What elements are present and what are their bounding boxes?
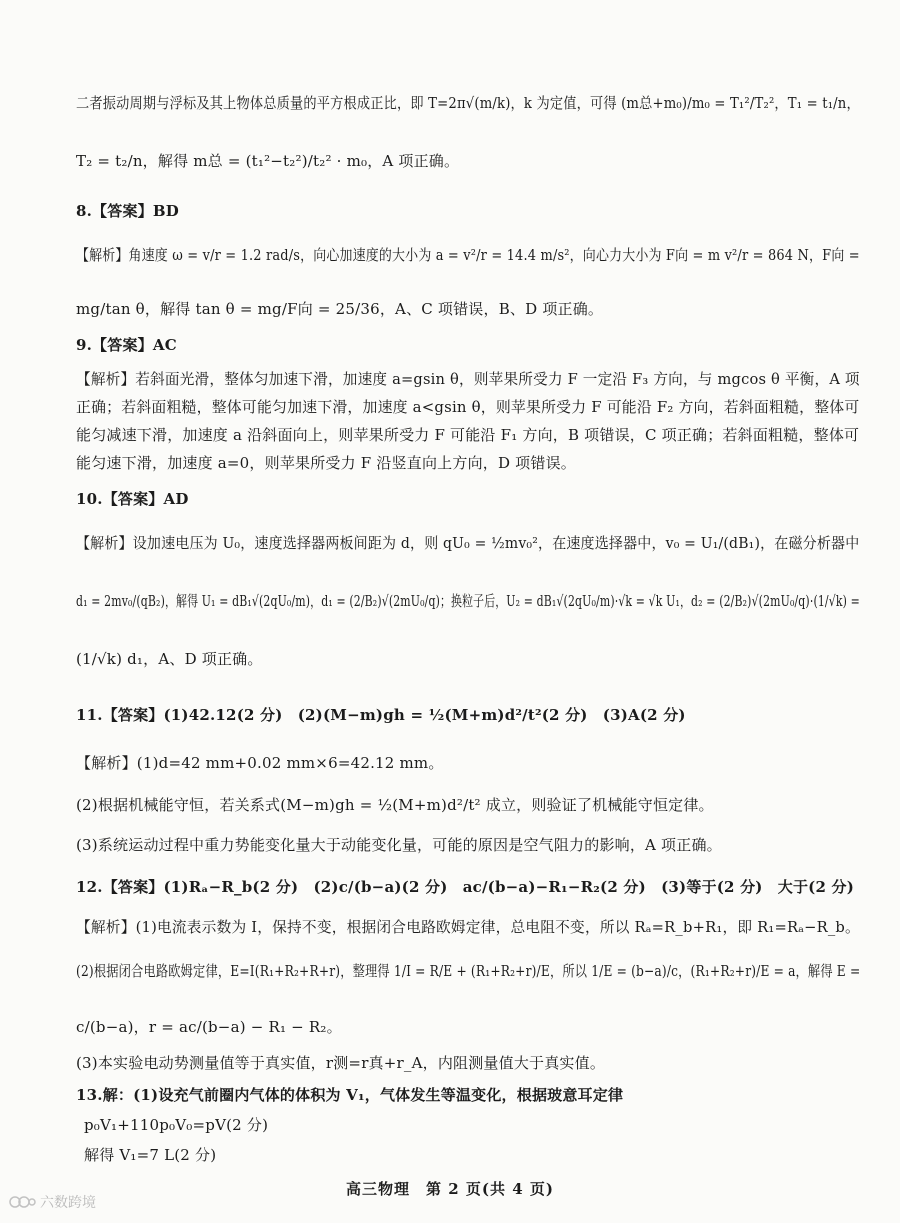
text-line: (2)根据机械能守恒，若关系式(M−m)gh = ½(M+m)d²/t² 成立，则验证了机械能守恒定律。: [76, 796, 714, 814]
text-line: 能匀减速下滑，加速度 a 沿斜面向上，则苹果所受力 F 可能沿 F₁ 方向，B 项错误，C 项正确；若斜面粗糙，整体可: [76, 426, 860, 444]
text-line: (3)本实验电动势测量值等于真实值，r测=r真+r_A，内阻测量值大于真实值。: [76, 1054, 606, 1072]
text-line: 正确；若斜面粗糙，整体可能匀加速下滑，加速度 a<gsin θ，则苹果所受力 F 可能沿 F₂ 方向，若斜面粗糙，整体可: [76, 398, 860, 416]
answer-heading-12: 12.【答案】(1)Rₐ−R_b(2 分) (2)c/(b−a)(2 分) ac/(b−a)−R₁−R₂(2 分) (3)等于(2 分) 大于(2 分): [76, 878, 855, 896]
text-line: d₁ = 2mv₀/(qB₂)，解得 U₁ = dB₁√(2qU₀/m)，d₁ = (2/B₂)√(2mU₀/q)；换粒子后，U₂ = dB₁√(2qU₀/m)·√k = √k U₁，d₂ = (2/B₂)√(2mU₀/q)·(1/√k) =: [76, 592, 860, 610]
text-line: c/(b−a)，r = ac/(b−a) − R₁ − R₂。: [76, 1018, 342, 1036]
answer-heading-9: 9.【答案】AC: [76, 336, 177, 354]
text-line: 【解析】(1)电流表示数为 I，保持不变，根据闭合电路欧姆定律，总电阻不变，所以 Rₐ=R_b+R₁，即 R₁=Rₐ−R_b。: [76, 918, 860, 936]
answer-heading-13: 13.解：(1)设充气前圈内气体的体积为 V₁，气体发生等温变化，根据玻意耳定律: [76, 1086, 624, 1104]
text-line: (1/√k) d₁，A、D 项正确。: [76, 650, 263, 668]
text-line: 能匀速下滑，加速度 a=0，则苹果所受力 F 沿竖直向上方向，D 项错误。: [76, 454, 576, 472]
text-line: 【解析】设加速电压为 U₀，速度选择器两板间距为 d，则 qU₀ = ½mv₀²，在速度选择器中，v₀ = U₁/(dB₁)，在磁分析器中: [76, 534, 860, 552]
text-line: mg/tan θ，解得 tan θ = mg/F向 = 25/36，A、C 项错误，B、D 项正确。: [76, 300, 604, 318]
text-line: (2)根据闭合电路欧姆定律，E=I(R₁+R₂+R+r)，整理得 1/I = R/E + (R₁+R₂+r)/E，所以 1/E = (b−a)/c，(R₁+R₂+r)/E = a，解得 E =: [76, 962, 861, 980]
text-line: 二者振动周期与浮标及其上物体总质量的平方根成正比，即 T=2π√(m/k)，k 为定值，可得 (m总+m₀)/m₀ = T₁²/T₂²，T₁ = t₁/n，: [76, 94, 860, 112]
text-line: 【解析】(1)d=42 mm+0.02 mm×6=42.12 mm。: [76, 754, 444, 772]
watermark-text: 六数跨境: [40, 1195, 96, 1211]
page-footer: 高三物理 第 2 页(共 4 页): [346, 1180, 554, 1198]
text-line: 【解析】若斜面光滑，整体匀加速下滑，加速度 a=gsin θ，则苹果所受力 F 一定沿 F₃ 方向，与 mgcos θ 平衡，A 项: [76, 370, 860, 388]
text-line: T₂ = t₂/n，解得 m总 = (t₁²−t₂²)/t₂² · m₀，A 项正确。: [76, 152, 460, 170]
answer-heading-10: 10.【答案】AD: [76, 490, 189, 508]
watermark-logo-icon: [8, 1193, 36, 1211]
answer-heading-8: 8.【答案】BD: [76, 202, 179, 220]
answer-heading-11: 11.【答案】(1)42.12(2 分) (2)(M−m)gh = ½(M+m)d²/t²(2 分) (3)A(2 分): [76, 706, 686, 724]
text-line: 解得 V₁=7 L(2 分): [84, 1146, 217, 1164]
text-line: (3)系统运动过程中重力势能变化量大于动能变化量，可能的原因是空气阻力的影响，A 项正确。: [76, 836, 722, 854]
watermark: [8, 1192, 96, 1212]
text-line: 【解析】角速度 ω = v/r = 1.2 rad/s，向心加速度的大小为 a = v²/r = 14.4 m/s²，向心力大小为 F向 = m v²/r = 864 N，F向 =: [76, 246, 860, 264]
text-line: p₀V₁+110p₀V₀=pV(2 分): [84, 1116, 269, 1134]
